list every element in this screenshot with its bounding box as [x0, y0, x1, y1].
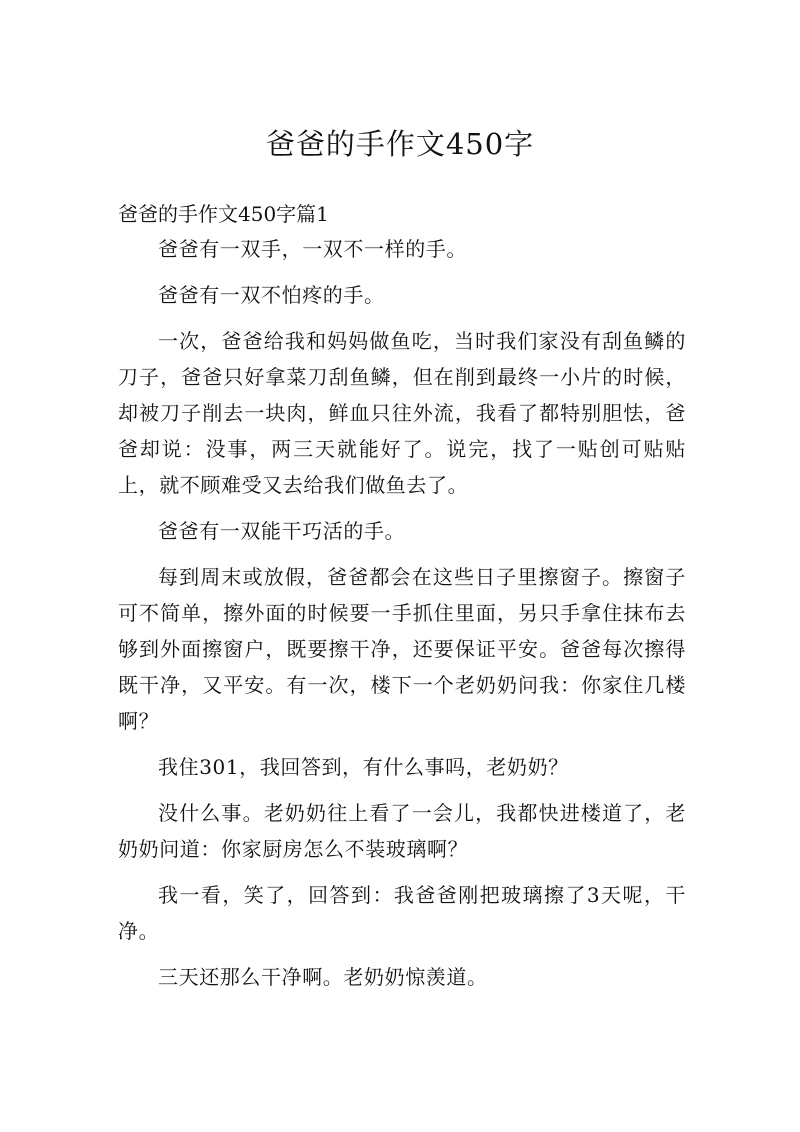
- paragraph: 爸爸有一双能干巧活的手。: [158, 519, 406, 543]
- paragraph: 没什么事。老奶奶往上看了一会儿，我都快进楼道了，老奶奶问道：你家厨房怎么不装玻璃啊？: [118, 801, 686, 861]
- paragraph: 爸爸有一双不怕疼的手。: [158, 283, 385, 307]
- section-heading: 爸爸的手作文450字篇1: [118, 202, 329, 226]
- paragraph: 每到周末或放假，爸爸都会在这些日子里擦窗子。擦窗子可不简单，擦外面的时候要一手抓住里面，另只手拿住抹布去够到外面擦窗户，既要擦干净，还要保证平安。爸爸每次擦得既干净，又平安。有一次，楼下一个老奶奶问我：你家住几楼啊？: [118, 565, 686, 733]
- paragraph: 我住301，我回答到，有什么事吗，老奶奶？: [158, 755, 569, 779]
- paragraph: 三天还那么干净啊。老奶奶惊羡道。: [158, 965, 488, 989]
- paragraph: 爸爸有一双手，一双不一样的手。: [158, 237, 467, 261]
- paragraph: 我一看，笑了，回答到：我爸爸刚把玻璃擦了3天呢，干净。: [118, 883, 686, 943]
- document-body: [118, 231, 686, 1005]
- document-title: 爸爸的手作文450字: [265, 127, 535, 161]
- paragraph: 一次，爸爸给我和妈妈做鱼吃，当时我们家没有刮鱼鳞的刀子，爸爸只好拿菜刀刮鱼鳞，但在削到最终一小片的时候，却被刀子削去一块肉，鲜血只往外流，我看了都特别胆怯，爸爸却说：没事，两三天就能好了。说完，找了一贴创可贴贴上，就不顾难受又去给我们做鱼去了。: [118, 329, 686, 497]
